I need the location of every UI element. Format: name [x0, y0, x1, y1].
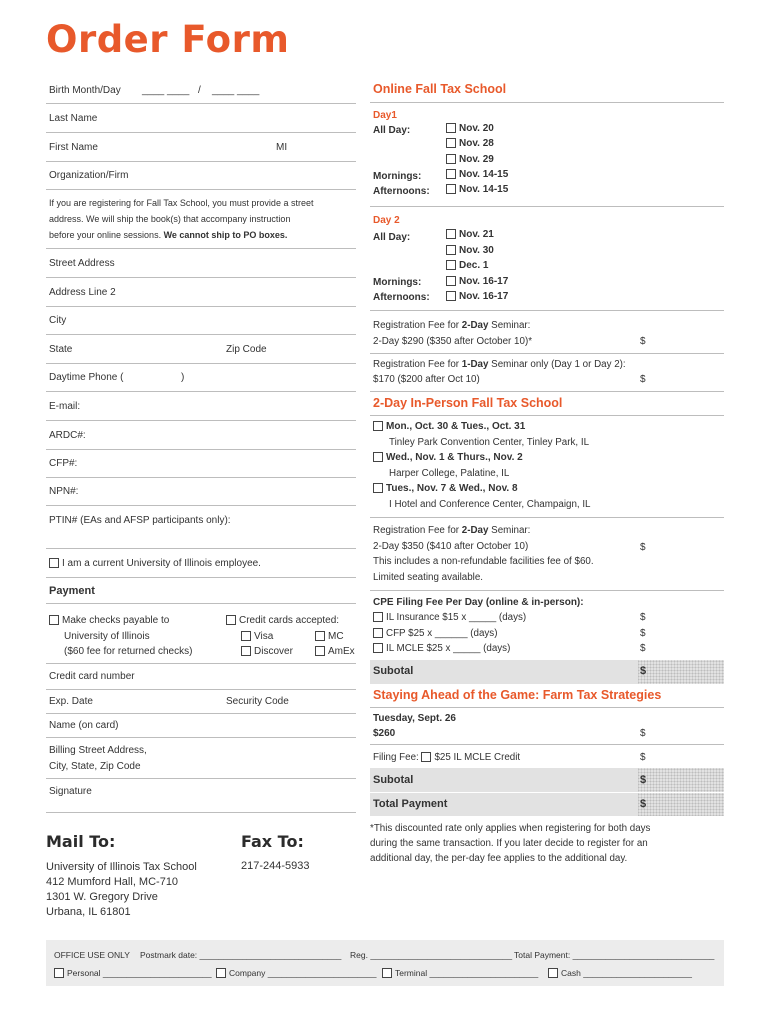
cc-number-field[interactable]: Credit card number — [49, 671, 135, 682]
employee-checkbox-row[interactable]: I am a current University of Illinois employee. — [49, 558, 261, 569]
day1-option-nov20[interactable]: Nov. 20 — [446, 123, 494, 134]
mail-address-4: Urbana, IL 61801 — [46, 906, 131, 918]
day2-option-nov21[interactable]: Nov. 21 — [446, 229, 494, 240]
day2-title: Day 2 — [373, 215, 400, 226]
credit-card-option[interactable]: Credit cards accepted: — [226, 615, 339, 626]
terminal-checkbox[interactable] — [382, 968, 392, 978]
cpe-il-amount[interactable]: $ — [640, 612, 646, 623]
day2-option-morning[interactable]: Nov. 16-17 — [446, 276, 508, 287]
security-code-field[interactable]: Security Code — [226, 696, 289, 707]
inperson-checkbox-3[interactable] — [373, 483, 383, 493]
cpe-title: CPE Filing Fee Per Day (online & in-person): — [373, 597, 584, 608]
cpe-mcle[interactable]: IL MCLE $25 x _____ (days) — [373, 643, 510, 654]
organization-field[interactable]: Organization/Firm — [49, 170, 129, 181]
street-address-field[interactable]: Street Address — [49, 258, 115, 269]
page-title: Order Form — [46, 18, 290, 61]
reg-2day-amount[interactable]: $ — [640, 336, 646, 347]
visa-option[interactable]: Visa — [241, 631, 273, 642]
subtotal-label: Subotal — [373, 665, 414, 677]
inperson-option-2[interactable]: Wed., Nov. 1 & Thurs., Nov. 2 — [373, 452, 523, 463]
filing-fee-checkbox[interactable] — [421, 752, 431, 762]
inperson-option-1[interactable]: Mon., Oct. 30 & Tues., Oct. 31 — [373, 421, 525, 432]
office-company[interactable]: Company _______________________ — [216, 968, 376, 978]
mail-address-2: 412 Mumford Hall, MC-710 — [46, 876, 179, 888]
reg-2day-line2: 2-Day $290 ($350 after October 10)* — [373, 336, 533, 347]
day1-option-morning[interactable]: Nov. 14-15 — [446, 169, 508, 180]
day2-afternoons-label: Afternoons: — [373, 292, 430, 303]
total-payment-label: Total Payment — [373, 798, 448, 810]
cpe-mcle-checkbox[interactable] — [373, 643, 383, 653]
inperson-reg-line3: This includes a non-refundable facilities fee of $60. — [373, 556, 594, 567]
cpe-il-checkbox[interactable] — [373, 612, 383, 622]
inperson-location-2: Harper College, Palatine, IL — [389, 468, 510, 479]
address-line-2-field[interactable]: Address Line 2 — [49, 287, 116, 298]
day2-checkbox[interactable] — [446, 245, 456, 255]
footnote-line-1: *This discounted rate only applies when registering for both days — [370, 823, 651, 834]
day2-option-afternoon[interactable]: Nov. 16-17 — [446, 291, 508, 302]
billing-address-label-1[interactable]: Billing Street Address, — [49, 745, 147, 756]
footnote-line-3: additional day, the per-day fee applies to the additional day. — [370, 853, 628, 864]
subtotal-amount[interactable]: $ — [640, 665, 647, 677]
returned-check-fee: ($60 fee for returned checks) — [64, 646, 193, 657]
phone-close-paren: ) — [181, 372, 185, 383]
cpe-cfp-amount[interactable]: $ — [640, 628, 646, 639]
phone-field[interactable]: Daytime Phone ( — [49, 372, 124, 383]
shipping-note-2: address. We will ship the book(s) that accompany instruction — [49, 214, 291, 224]
day1-option-nov28[interactable]: Nov. 28 — [446, 138, 494, 149]
first-name-field[interactable]: First Name — [49, 142, 98, 153]
day1-title: Day1 — [373, 110, 397, 121]
farm-title: Staying Ahead of the Game: Farm Tax Strategies — [373, 688, 662, 702]
checks-payee: University of Illinois — [64, 631, 150, 642]
day1-checkbox[interactable] — [446, 123, 456, 133]
footnote-line-2: during the same transaction. If you later decide to register for an — [370, 838, 648, 849]
day1-option-afternoon[interactable]: Nov. 14-15 — [446, 184, 508, 195]
visa-checkbox[interactable] — [241, 631, 251, 641]
inperson-location-1: Tinley Park Convention Center, Tinley Park, IL — [389, 437, 590, 448]
billing-address-label-2: City, State, Zip Code — [49, 761, 141, 772]
subtotal2-label: Subotal — [373, 774, 414, 786]
day1-mornings-label: Mornings: — [373, 171, 422, 182]
cpe-cfp-checkbox[interactable] — [373, 628, 383, 638]
cfp-field[interactable]: CFP#: — [49, 458, 78, 469]
day2-checkbox[interactable] — [446, 229, 456, 239]
day1-checkbox[interactable] — [446, 154, 456, 164]
discover-option[interactable]: Discover — [241, 646, 293, 657]
reg-1day-amount[interactable]: $ — [640, 374, 646, 385]
zip-code-field[interactable]: Zip Code — [226, 344, 267, 355]
npn-field[interactable]: NPN#: — [49, 486, 79, 497]
day1-checkbox[interactable] — [446, 138, 456, 148]
birth-day-blank[interactable]: ____ ____ — [212, 85, 260, 96]
cpe-mcle-amount[interactable]: $ — [640, 643, 646, 654]
office-reg[interactable]: Reg. ______________________________ — [350, 950, 513, 960]
inperson-checkbox-2[interactable] — [373, 452, 383, 462]
shipping-note-1: If you are registering for Fall Tax School, you must provide a street — [49, 198, 314, 208]
shipping-note-3: before your online sessions. We cannot ship to PO boxes. — [49, 230, 288, 240]
day2-checkbox[interactable] — [446, 291, 456, 301]
name-on-card-field[interactable]: Name (on card) — [49, 720, 119, 731]
reg-1day-line2: $170 ($200 after Oct 10) — [373, 374, 480, 385]
payment-title: Payment — [49, 585, 95, 597]
exp-date-field[interactable]: Exp. Date — [49, 696, 93, 707]
office-total[interactable]: Total Payment: ______________________________ — [514, 950, 715, 960]
office-terminal[interactable]: Terminal _______________________ — [382, 968, 538, 978]
day2-option-nov30[interactable]: Nov. 30 — [446, 245, 494, 256]
last-name-field[interactable]: Last Name — [49, 113, 98, 124]
office-postmark[interactable]: Postmark date: ______________________________ — [140, 950, 342, 960]
filing-fee-amount[interactable]: $ — [640, 752, 646, 763]
office-use-box — [46, 940, 724, 986]
amex-option[interactable]: AmEx — [315, 646, 355, 657]
inperson-checkbox-1[interactable] — [373, 421, 383, 431]
mc-checkbox[interactable] — [315, 631, 325, 641]
inperson-reg-line2: 2-Day $350 ($410 after October 10) — [373, 541, 529, 552]
farm-price: $260 — [373, 728, 396, 739]
birth-month-blank[interactable]: ____ ____ — [142, 85, 190, 96]
day1-checkbox[interactable] — [446, 169, 456, 179]
company-checkbox[interactable] — [216, 968, 226, 978]
filing-fee-row[interactable]: Filing Fee: $25 IL MCLE Credit — [373, 752, 521, 763]
email-field[interactable]: E-mail: — [49, 401, 81, 412]
mc-option[interactable]: MC — [315, 631, 344, 642]
ardc-field[interactable]: ARDC#: — [49, 430, 86, 441]
day1-afternoons-label: Afternoons: — [373, 186, 430, 197]
online-school-title: Online Fall Tax School — [373, 82, 507, 96]
reg-2day-line1: Registration Fee for 2-Day Seminar: — [373, 320, 531, 331]
day2-allday-label: All Day: — [373, 232, 411, 243]
cpe-il-insurance[interactable]: IL Insurance $15 x _____ (days) — [373, 612, 526, 623]
discover-checkbox[interactable] — [241, 646, 251, 656]
office-use-label: OFFICE USE ONLY — [54, 950, 130, 960]
day1-checkbox[interactable] — [446, 184, 456, 194]
day1-option-nov29[interactable]: Nov. 29 — [446, 154, 494, 165]
day2-checkbox[interactable] — [446, 260, 456, 270]
inperson-reg-line1: Registration Fee for 2-Day Seminar: — [373, 525, 531, 536]
inperson-title: 2-Day In-Person Fall Tax School — [373, 396, 563, 410]
fax-to-title: Fax To: — [241, 832, 304, 851]
ptin-field[interactable]: PTIN# (EAs and AFSP participants only): — [49, 515, 231, 526]
check-checkbox[interactable] — [49, 615, 59, 625]
day2-mornings-label: Mornings: — [373, 277, 422, 288]
office-personal[interactable]: Personal _______________________ — [54, 968, 212, 978]
signature-field[interactable]: Signature — [49, 786, 92, 797]
mail-address-1: University of Illinois Tax School — [46, 861, 197, 873]
office-cash[interactable]: Cash _______________________ — [548, 968, 692, 978]
inperson-reg-amount[interactable]: $ — [640, 542, 646, 553]
check-option[interactable]: Make checks payable to — [49, 615, 169, 626]
birth-slash: / — [198, 85, 201, 96]
farm-amount[interactable]: $ — [640, 728, 646, 739]
inperson-location-3: I Hotel and Conference Center, Champaign, IL — [389, 499, 591, 510]
fax-number: 217-244-5933 — [241, 860, 310, 872]
inperson-option-3[interactable]: Tues., Nov. 7 & Wed., Nov. 8 — [373, 483, 518, 494]
employee-checkbox[interactable] — [49, 558, 59, 568]
mi-field[interactable]: MI — [276, 142, 288, 153]
farm-date: Tuesday, Sept. 26 — [373, 713, 456, 724]
personal-checkbox[interactable] — [54, 968, 64, 978]
subtotal2-amount[interactable]: $ — [640, 774, 647, 786]
cpe-cfp[interactable]: CFP $25 x ______ (days) — [373, 628, 497, 639]
mail-to-title: Mail To: — [46, 832, 116, 851]
city-field[interactable]: City — [49, 315, 67, 326]
state-field[interactable]: State — [49, 344, 73, 355]
day2-option-dec1[interactable]: Dec. 1 — [446, 260, 488, 271]
mail-address-3: 1301 W. Gregory Drive — [46, 891, 158, 903]
amex-checkbox[interactable] — [315, 646, 325, 656]
credit-card-checkbox[interactable] — [226, 615, 236, 625]
birth-label: Birth Month/Day — [49, 85, 121, 96]
reg-1day-line1: Registration Fee for 1-Day Seminar only (Day 1 or Day 2): — [373, 359, 626, 370]
total-payment-amount[interactable]: $ — [640, 798, 647, 810]
cash-checkbox[interactable] — [548, 968, 558, 978]
inperson-reg-line4: Limited seating available. — [373, 572, 484, 583]
day2-checkbox[interactable] — [446, 276, 456, 286]
day1-allday-label: All Day: — [373, 125, 411, 136]
